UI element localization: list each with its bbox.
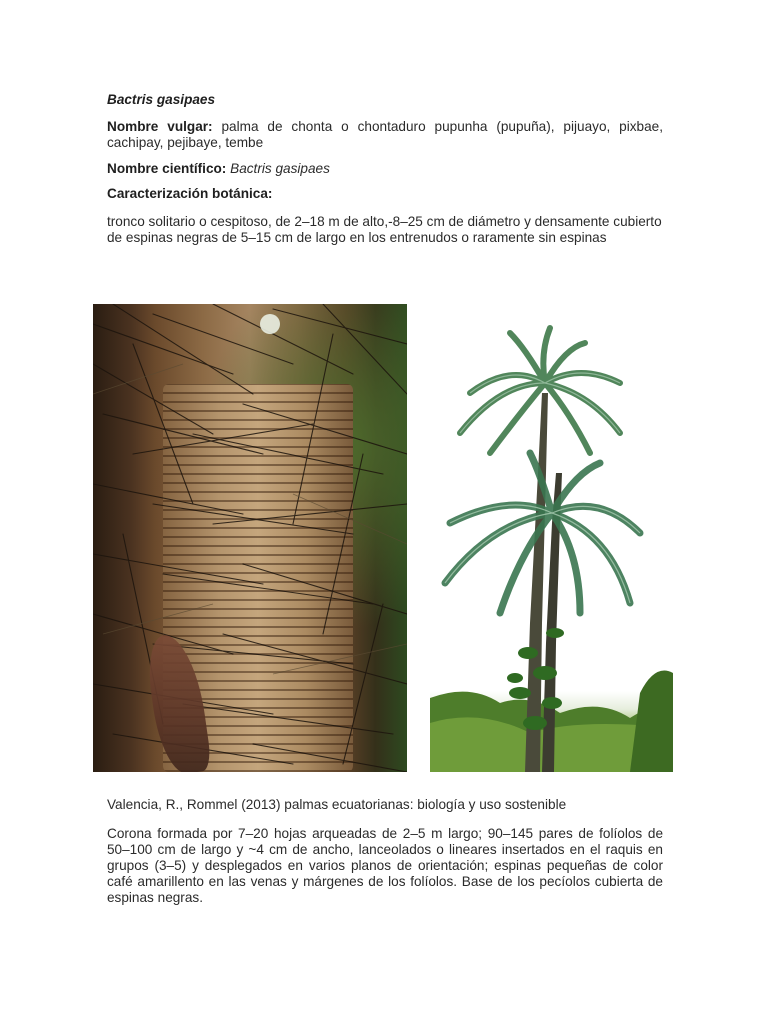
botanical-heading: Caracterización botánica:: [107, 186, 273, 201]
scientific-name-value: Bactris gasipaes: [230, 161, 330, 176]
common-name-value: palma de chonta o chontaduro pupunha (pupuña), pijuayo, pixbae, cachipay, pejibaye, tembe: [107, 119, 664, 150]
spiny-trunk-photo: [93, 304, 407, 772]
spines-overlay: [93, 304, 407, 772]
species-title: Bactris gasipaes: [107, 92, 216, 107]
palm-illustration: [430, 323, 673, 772]
palm-tree-photo: [430, 323, 673, 772]
citation: Valencia, R., Rommel (2013) palmas ecuatorianas: biología y uso sostenible: [107, 797, 567, 812]
scientific-name-paragraph: [107, 161, 663, 177]
common-name-label: Nombre vulgar:: [107, 119, 213, 134]
botanical-description: tronco solitario o cespitoso, de 2–18 m de alto,-8–25 cm de diámetro y densamente cubierto de espinas negras de 5–15 cm de largo en los entrenudos o raramente sin espinas: [107, 214, 662, 245]
scientific-name-label: Nombre científico:: [107, 161, 227, 176]
crown-description: Corona formada por 7–20 hojas arqueadas de 2–5 m largo; 90–145 pares de folíolos de 50–100 cm de largo y ~4 cm de ancho, lanceolados o lineares insertados en el raquis en grupos (3–5) y desplegados en varios planos de orientación; espinas pequeñas de color café amarillento en las venas y márgenes de los folíolos. Base de los pecíolos cubierta de espinas negras.: [107, 826, 663, 905]
common-name-paragraph: [107, 119, 663, 151]
